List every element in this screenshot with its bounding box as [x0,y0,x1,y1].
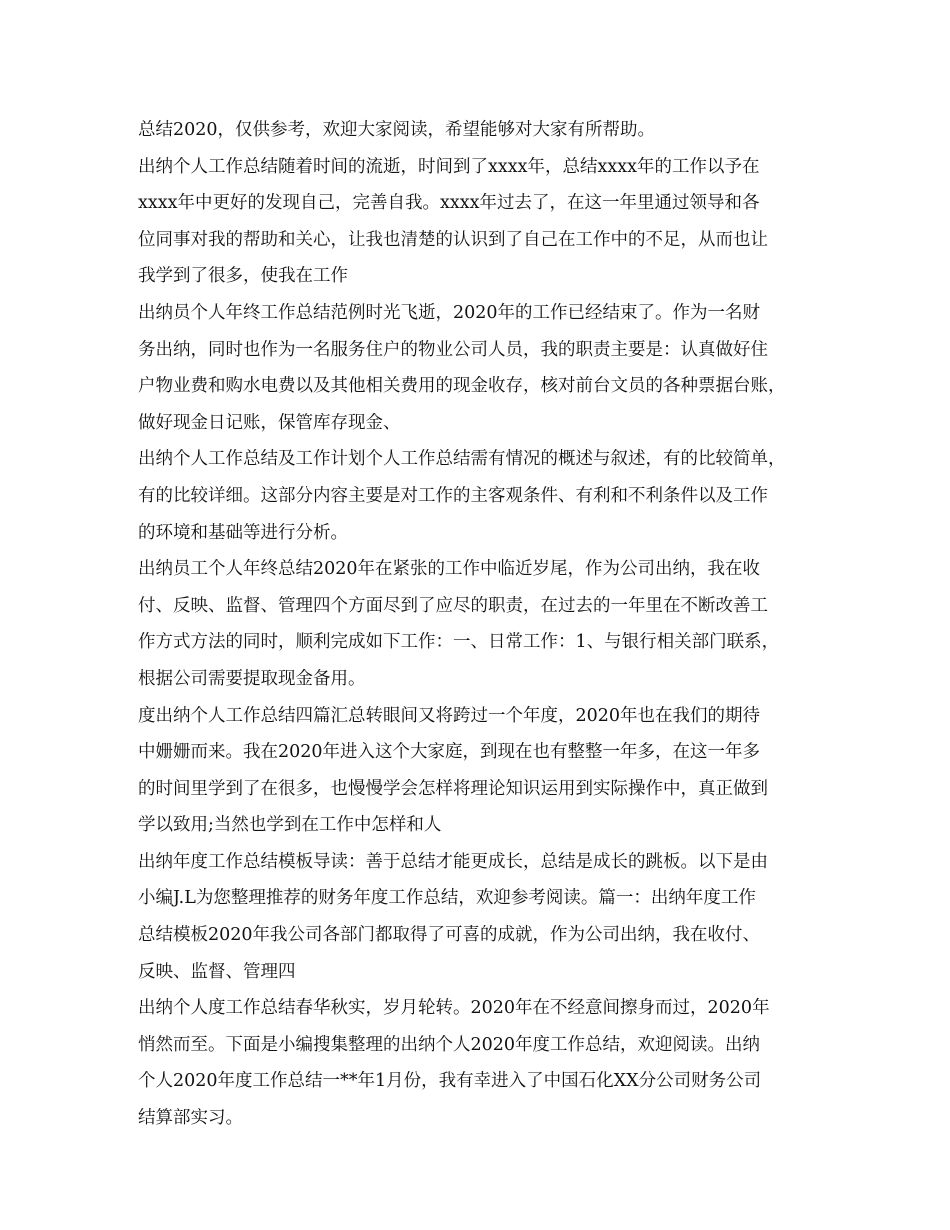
text-line: 户物业费和购水电费以及其他相关费用的现金收存，核对前台文员的各种票据台账， [138,376,786,397]
text-line: 悄然而至。下面是小编搜集整理的出纳个人2020年度工作总结，欢迎阅读。出纳 [138,1034,761,1055]
text-line: 出纳年度工作总结模板导读：善于总结才能更成长，总结是成长的跳板。以下是由 [138,851,768,872]
text-line: 出纳员个人年终工作总结范例时光飞逝，2020年的工作已经结束了。作为一名财 [138,302,761,323]
text-line: 结算部实习。 [138,1108,243,1129]
text-line: 学以致用;当然也学到在工作中怎样和人 [138,815,442,836]
text-line: 位同事对我的帮助和关心，让我也清楚的认识到了自己在工作中的不足，从而也让 [138,229,768,250]
text-line: 出纳个人度工作总结春华秋实，岁月轮转。2020年在不经意间擦身而过，2020年 [138,998,770,1019]
text-line: 总结模板2020年我公司各部门都取得了可喜的成就，作为公司出纳，我在收付、 [138,925,761,946]
text-line: 作方式方法的同时，顺利完成如下工作：一、日常工作：1、与银行相关部门联系， [138,632,780,653]
text-line: 个人2020年度工作总结一**年1月份，我有幸进入了中国石化XX分公司财务公司 [138,1071,762,1092]
text-line: 中姗姗而来。我在2020年进入这个大家庭，到现在也有整整一年多，在这一年多 [138,742,761,763]
document-body [138,112,818,1137]
text-line: 有的比较详细。这部分内容主要是对工作的主客观条件、有利和不利条件以及工作 [138,485,768,506]
text-line: 小编J.L为您整理推荐的财务年度工作总结，欢迎参考阅读。篇一：出纳年度工作 [138,888,756,909]
text-line: 我学到了很多，使我在工作 [138,266,348,287]
text-line: 反映、监督、管理四 [138,961,296,982]
text-line: 出纳员工个人年终总结2020年在紧张的工作中临近岁尾，作为公司出纳，我在收 [138,559,761,580]
text-line: 务出纳，同时也作为一名服务住户的物业公司人员，我的职责主要是：认真做好住 [138,339,768,360]
text-line: 总结2020，仅供参考，欢迎大家阅读，希望能够对大家有所帮助。 [138,120,656,140]
text-line: 付、反映、监督、管理四个方面尽到了应尽的职责，在过去的一年里在不断改善工 [138,595,768,616]
text-line: 出纳个人工作总结随着时间的流逝，时间到了xxxx年，总结xxxx年的工作以予在 [138,156,760,177]
text-line: 度出纳个人工作总结四篇汇总转眼间又将跨过一个年度，2020年也在我们的期待 [138,705,761,726]
text-line: 做好现金日记账，保管库存现金、 [138,412,401,433]
text-line: 根据公司需要提取现金备用。 [138,668,366,689]
text-line: 出纳个人工作总结及工作计划个人工作总结需有情况的概述与叙述，有的比较简单， [138,449,786,470]
text-line: xxxx年中更好的发现自己，完善自我。xxxx年过去了，在这一年里通过领导和各 [138,193,760,214]
text-line: 的时间里学到了在很多，也慢慢学会怎样将理论知识运用到实际操作中，真正做到 [138,778,768,799]
text-line: 的环境和基础等进行分析。 [138,522,348,543]
